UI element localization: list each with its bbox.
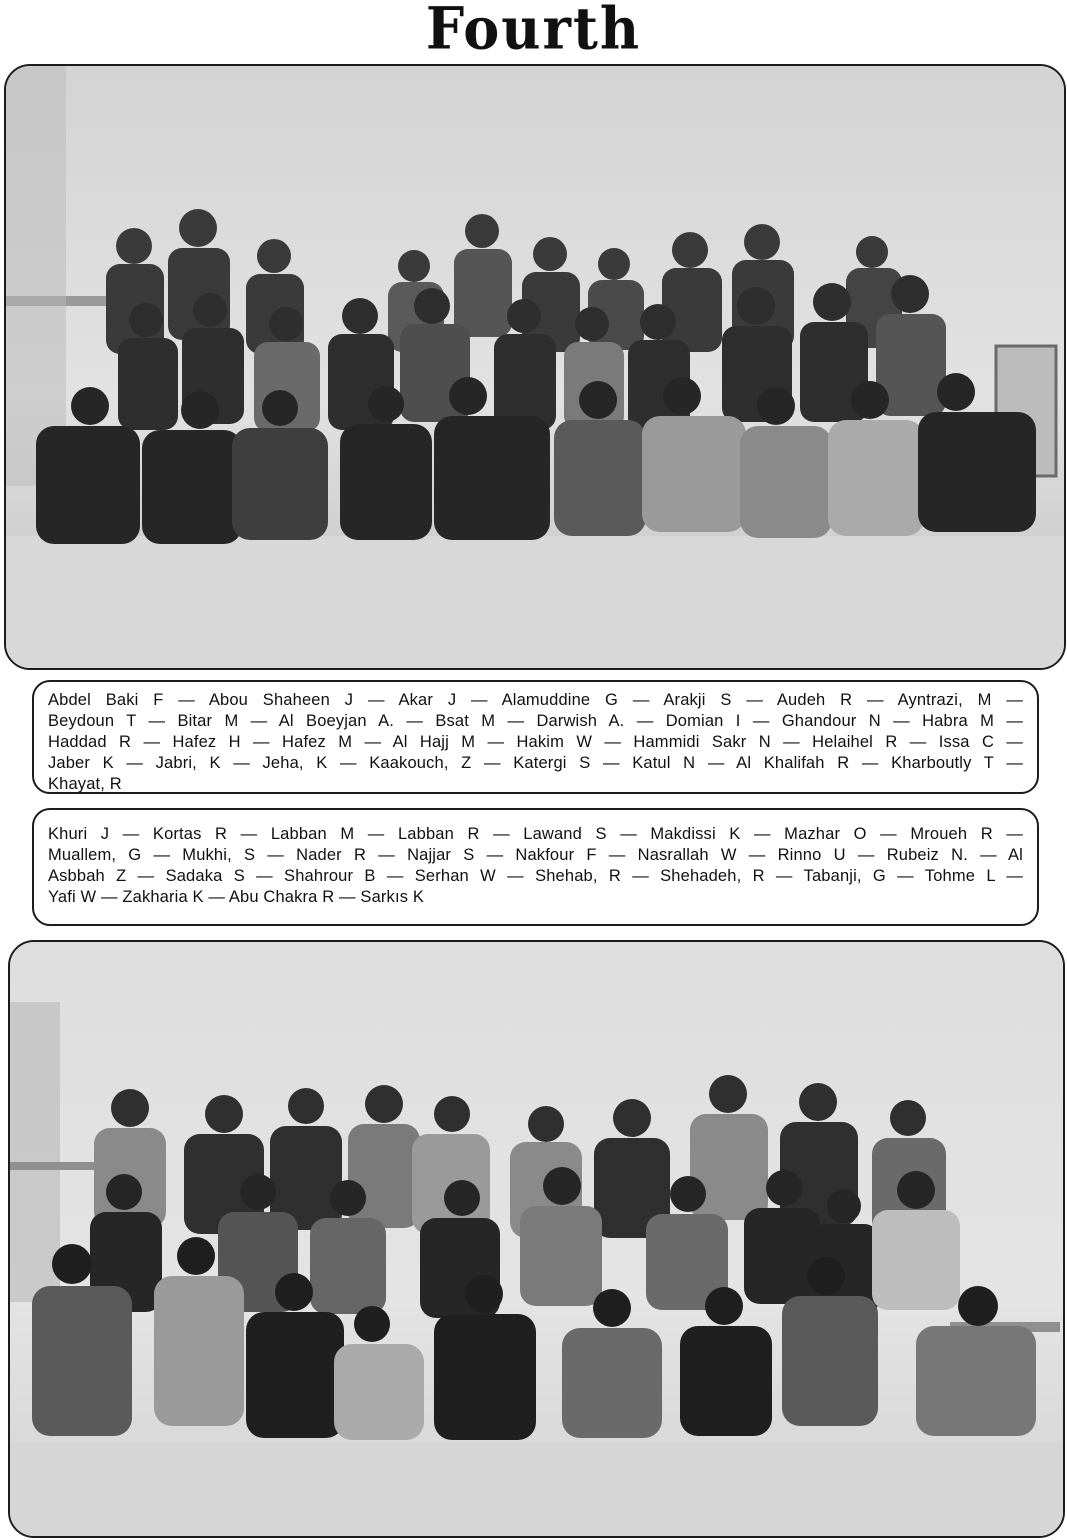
names-line: Khayat, R [48, 775, 122, 793]
class-photo-top-image [6, 66, 1064, 668]
class-photo-bottom-image [10, 942, 1063, 1536]
names-line: Yafi W — Zakharia K — Abu Chakra R — Sarkıs K [48, 888, 424, 906]
page-title: Fourth [425, 0, 642, 63]
names-line: Beydoun T — Bitar M — Al Boeyjan A. — Bsat M — Darwish A. — Domian I — Ghandour N — Habra M — [48, 712, 1023, 730]
class-photo-top [4, 64, 1066, 670]
names-line: Jaber K — Jabri, K — Jeha, K — Kaakouch, Z — Katergi S — Katul N — Al Khalifah R — Kharboutly T — [48, 754, 1023, 772]
names-list-top [32, 680, 1039, 794]
names-line: Asbbah Z — Sadaka S — Shahrour B — Serhan W — Shehab, R — Shehadeh, R — Tabanji, G — Tohme L — [48, 867, 1023, 885]
names-line: Abdel Baki F — Abou Shaheen J — Akar J — Alamuddine G — Arakji S — Audeh R — Ayntrazi, M — [48, 691, 1023, 709]
names-list-bottom [32, 808, 1039, 926]
names-line: Khuri J — Kortas R — Labban M — Labban R — Lawand S — Makdissi K — Mazhar O — Mroueh R — [48, 825, 1023, 843]
names-line: Muallem, G — Mukhi, S — Nader R — Najjar S — Nakfour F — Nasrallah W — Rinno U — Rubeiz N. — Al [48, 846, 1023, 864]
class-photo-bottom [8, 940, 1065, 1538]
names-line: Haddad R — Hafez H — Hafez M — Al Hajj M — Hakim W — Hammidi Sakr N — Helaihel R — Issa C — [48, 733, 1023, 751]
